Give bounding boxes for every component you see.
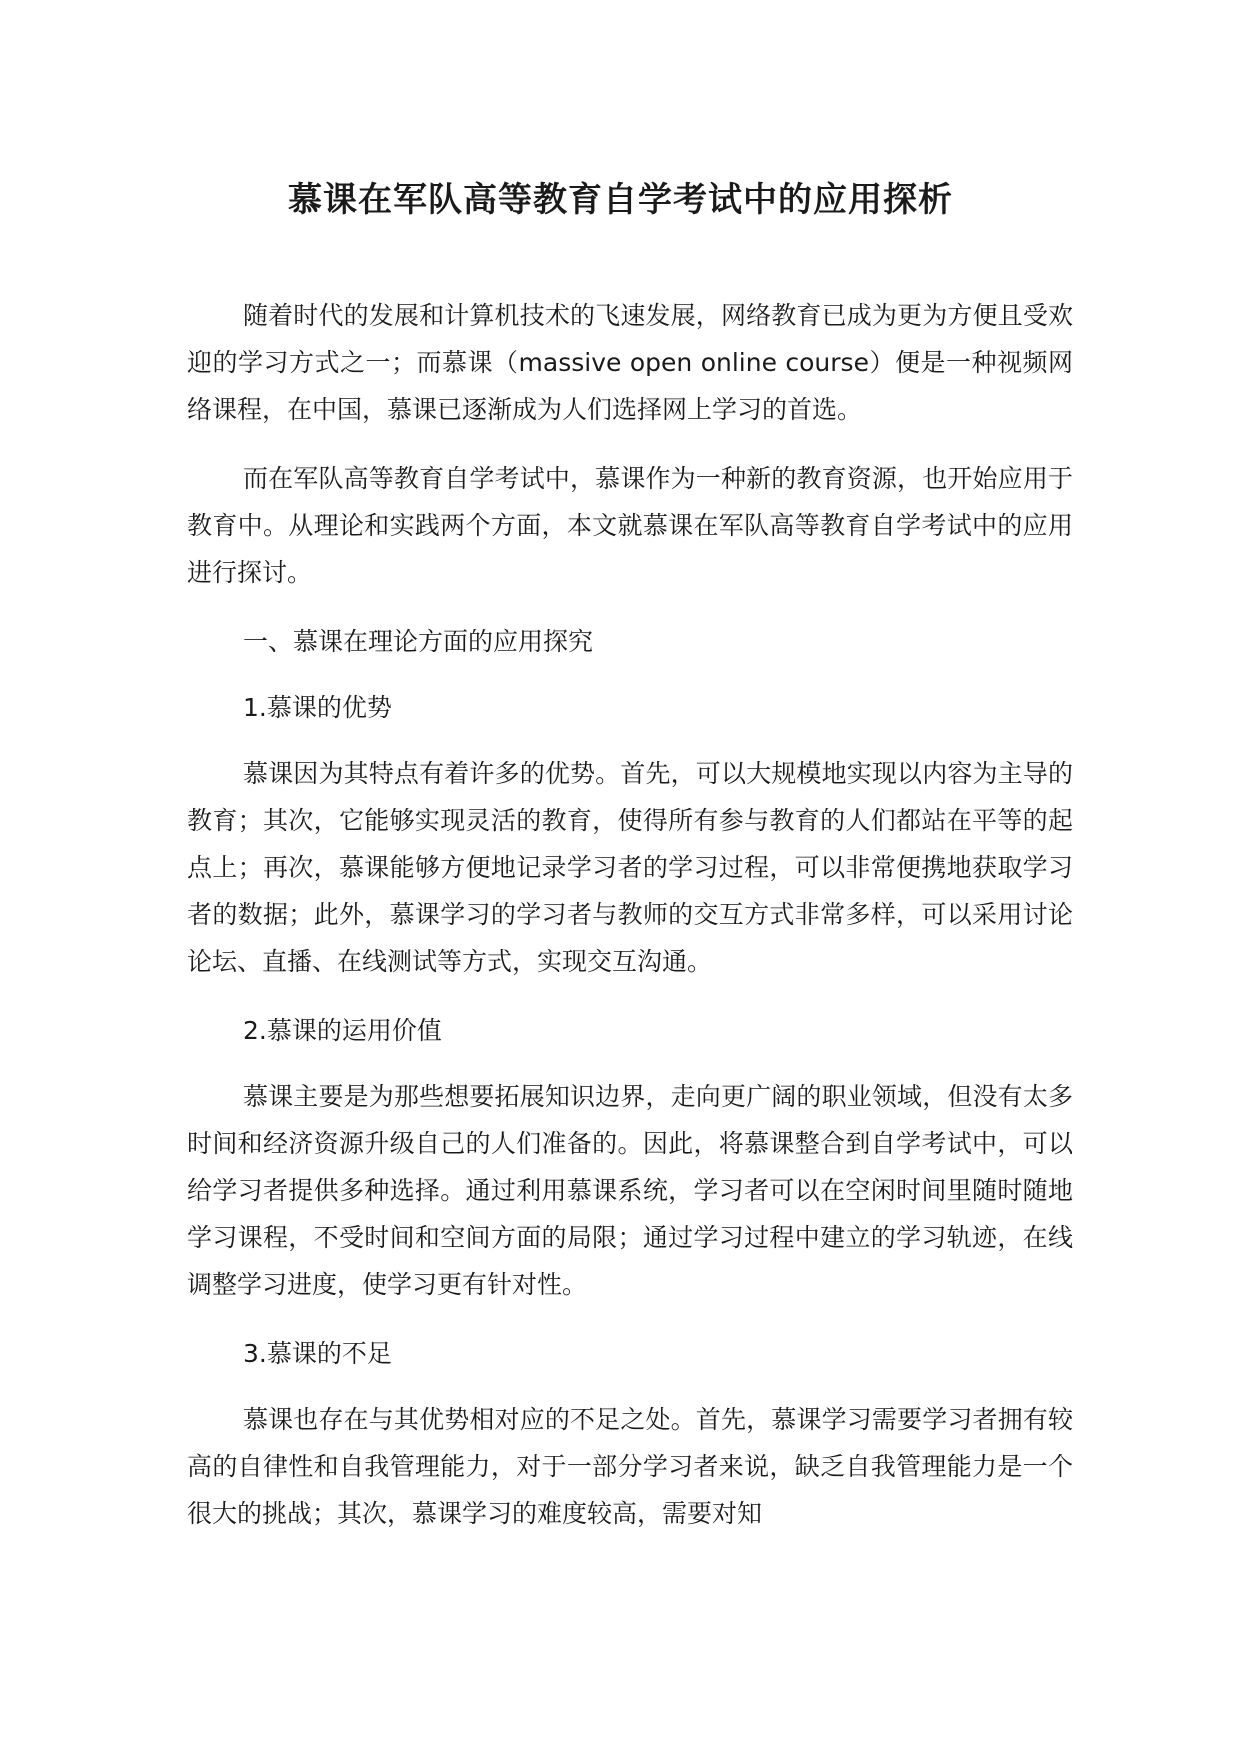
paragraph-intro: 随着时代的发展和计算机技术的飞速发展，网络教育已成为更为方便且受欢迎的学习方式之一；而慕课（massive open online course）便是一种视频网络课程，在中国，慕课已逐渐成为人们选择网上学习的首选。 [187, 301, 1073, 424]
document-body [187, 292, 1073, 1559]
subsection-heading-shortcomings: 3.慕课的不足 [243, 1339, 392, 1368]
paragraph-purpose: 而在军队高等教育自学考试中，慕课作为一种新的教育资源，也开始应用于教育中。从理论和实践两个方面，本文就慕课在军队高等教育自学考试中的应用进行探讨。 [187, 464, 1073, 587]
subsection-heading-advantages: 1.慕课的优势 [243, 693, 392, 722]
section-heading-theory: 一、慕课在理论方面的应用探究 [243, 627, 594, 656]
paragraph-advantages: 慕课因为其特点有着许多的优势。首先，可以大规模地实现以内容为主导的教育；其次，它能够实现灵活的教育，使得所有参与教育的人们都站在平等的起点上；再次，慕课能够方便地记录学习者的学习过程，可以非常便携地获取学习者的数据；此外，慕课学习的学习者与教师的交互方式非常多样，可以采用讨论论坛、直播、在线测试等方式，实现交互沟通。 [187, 759, 1073, 976]
paragraph-shortcomings: 慕课也存在与其优势相对应的不足之处。首先，慕课学习需要学习者拥有较高的自律性和自我管理能力，对于一部分学习者来说，缺乏自我管理能力是一个很大的挑战；其次，慕课学习的难度较高，需要对知 [187, 1405, 1073, 1528]
subsection-heading-value: 2.慕课的运用价值 [243, 1016, 442, 1045]
paragraph-value: 慕课主要是为那些想要拓展知识边界，走向更广阔的职业领域，但没有太多时间和经济资源升级自己的人们准备的。因此，将慕课整合到自学考试中，可以给学习者提供多种选择。通过利用慕课系统，学习者可以在空闲时间里随时随地学习课程，不受时间和空间方面的局限；通过学习过程中建立的学习轨迹，在线调整学习进度，使学习更有针对性。 [187, 1082, 1073, 1299]
document-title: 慕课在军队高等教育自学考试中的应用探析 [288, 180, 953, 220]
